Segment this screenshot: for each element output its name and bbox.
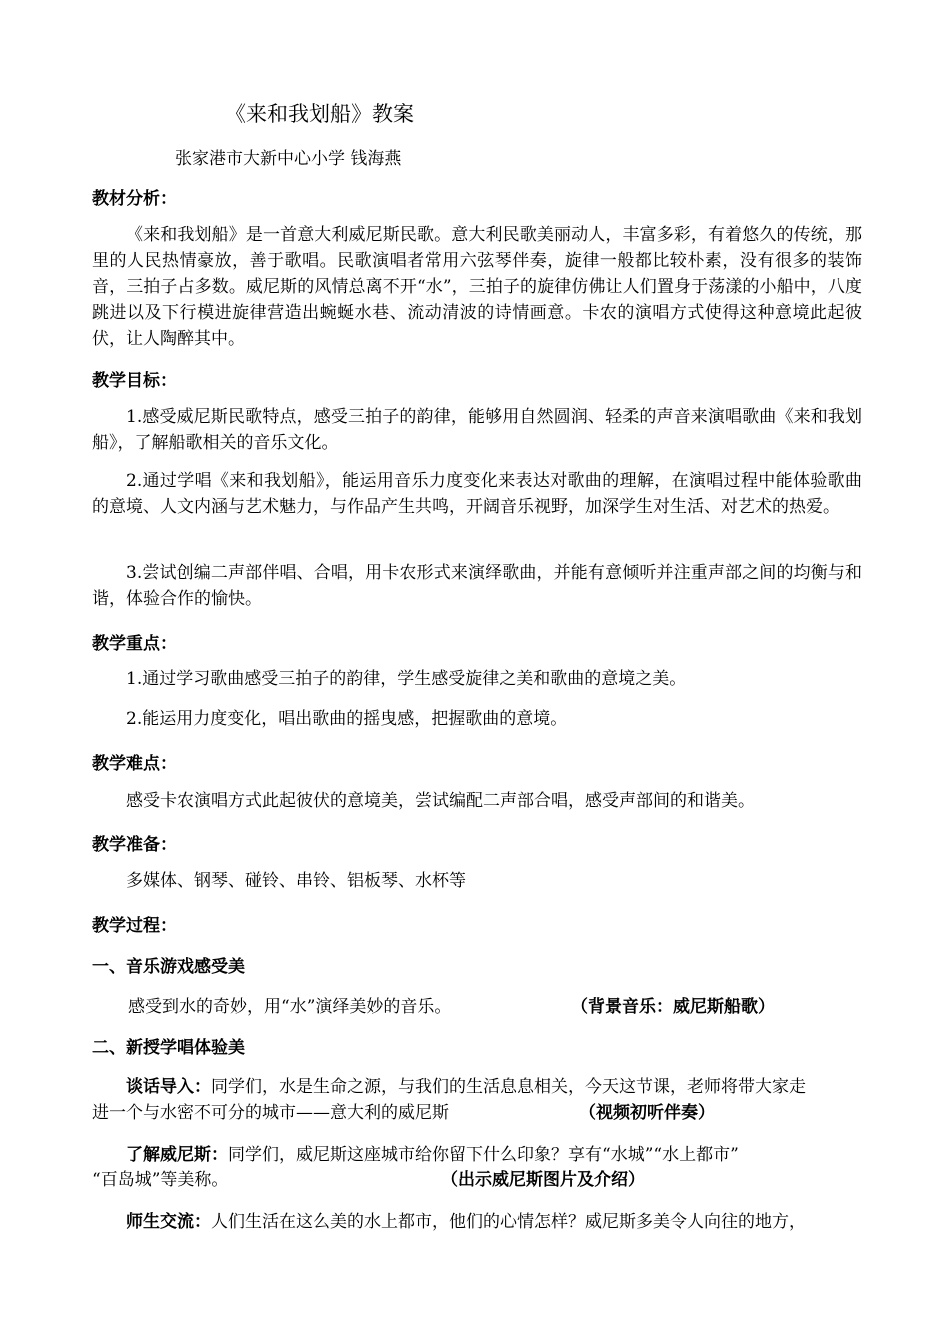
goal-item-2: 2.通过学唱《来和我划船》，能运用音乐力度变化来表达对歌曲的理解，在演唱过程中能体验歌曲的意境、人文内涵与艺术魅力，与作品产生共鸣，开阔音乐视野，加深学生对生活、对艺术的热爱。	[92, 471, 862, 517]
section1-note: （背景音乐：威尼斯船歌）	[571, 997, 775, 1017]
key-point-2: 2.能运用力度变化，唱出歌曲的摇曳感，把握歌曲的意境。	[126, 709, 568, 729]
venice-note: （出示威尼斯图片及介绍）	[441, 1170, 645, 1190]
section2-heading: 二、新授学唱体验美	[92, 1038, 245, 1058]
goal-item-1: 1.感受威尼斯民歌特点，感受三拍子的韵律，能够用自然圆润、轻柔的声音来演唱歌曲《来和我划船》，了解船歌相关的音乐文化。	[92, 407, 862, 453]
intro-label: 谈话导入：	[126, 1077, 211, 1097]
analysis-heading: 教材分析：	[92, 189, 177, 209]
key-points-heading: 教学重点：	[92, 634, 177, 654]
difficulties-text: 感受卡农演唱方式此起彼伏的意境美，尝试编配二声部合唱，感受声部间的和谐美。	[126, 791, 755, 811]
intro-line-1	[126, 1072, 806, 1097]
talk-label: 师生交流：	[126, 1212, 211, 1232]
venice-line-1	[126, 1140, 739, 1165]
section1-text: 感受到水的奇妙，用“水”演绎美妙的音乐。	[128, 997, 452, 1017]
document-title: 《来和我划船》教案	[225, 102, 414, 126]
talk-line-1	[126, 1207, 806, 1232]
talk-text: 人们生活在这么美的水上都市，他们的心情怎样？威尼斯多美令人向往的地方，	[211, 1212, 806, 1232]
goals-heading: 教学目标：	[92, 371, 177, 391]
venice-text: 同学们，威尼斯这座城市给你留下什么印象？享有“水城”“水上都市”	[228, 1145, 739, 1165]
analysis-paragraph: 《来和我划船》是一首意大利威尼斯民歌。意大利民歌美丽动人，丰富多彩，有着悠久的传统，那里的人民热情豪放，善于歌唱。民歌演唱者常用六弦琴伴奏，旋律一般都比较朴素，没有很多的装饰音，三拍子占多数。威尼斯的风情总离不开“水”，三拍子的旋律仿佛让人们置身于荡漾的小船中，八度跳进以及下行模进旋律营造出蜿蜒水巷、流动清波的诗情画意。卡农的演唱方式使得这种意境此起彼伏，让人陶醉其中。	[92, 225, 862, 349]
venice-label: 了解威尼斯：	[126, 1145, 228, 1165]
difficulties-heading: 教学难点：	[92, 754, 177, 774]
intro-note: （视频初听伴奏）	[579, 1103, 715, 1123]
preparation-heading: 教学准备：	[92, 835, 177, 855]
venice-line-2: “百岛城”等美称。	[92, 1170, 229, 1190]
key-point-1: 1.通过学习歌曲感受三拍子的韵律，学生感受旋律之美和歌曲的意境之美。	[126, 669, 687, 689]
section1-heading: 一、音乐游戏感受美	[92, 957, 245, 977]
process-heading: 教学过程：	[92, 916, 177, 936]
author-line: 张家港市大新中心小学 钱海燕	[175, 149, 402, 169]
goal-item-3: 3.尝试创编二声部伴唱、合唱，用卡农形式来演绎歌曲，并能有意倾听并注重声部之间的均衡与和谐，体验合作的愉快。	[92, 563, 862, 609]
intro-text: 同学们，水是生命之源，与我们的生活息息相关，今天这节课，老师将带大家走	[211, 1077, 806, 1097]
preparation-text: 多媒体、钢琴、碰铃、串铃、铝板琴、水杯等	[126, 871, 466, 891]
intro-line-2: 进一个与水密不可分的城市——意大利的威尼斯	[92, 1103, 449, 1123]
